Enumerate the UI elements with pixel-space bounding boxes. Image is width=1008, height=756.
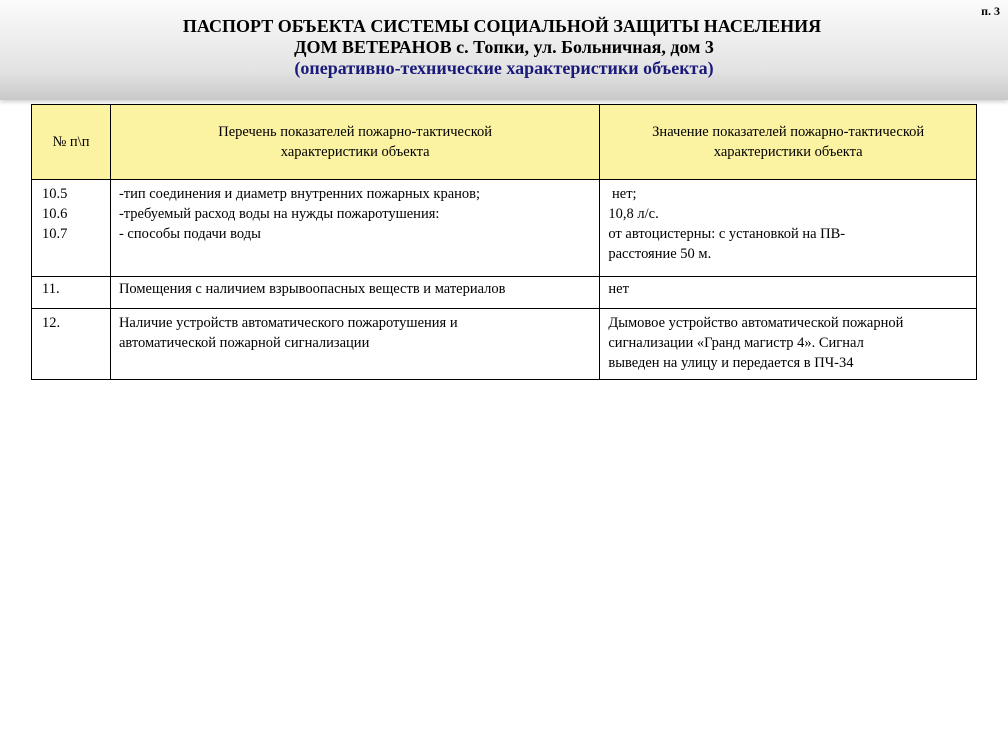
row-value-text: выведен на улицу и передается в ПЧ-34 bbox=[608, 355, 854, 371]
row-value-cell bbox=[600, 277, 977, 309]
row-list-text: -тип соединения и диаметр внутренних пожарных кранов; bbox=[118, 186, 481, 202]
row-number-cell bbox=[32, 309, 111, 380]
table-row bbox=[32, 180, 977, 277]
row-list-text: -требуемый расход воды на нужды пожаротушения: bbox=[118, 206, 440, 222]
table-row bbox=[32, 309, 977, 380]
row-number: 10.6 bbox=[42, 206, 68, 222]
row-number: 10.5 bbox=[42, 186, 68, 202]
row-number-cell bbox=[32, 180, 111, 277]
row-value-cell bbox=[600, 180, 977, 277]
row-number: 10.7 bbox=[42, 226, 68, 242]
row-list-cell bbox=[110, 180, 599, 277]
page-number: п. 3 bbox=[981, 4, 1000, 18]
row-number: 11. bbox=[42, 281, 60, 297]
header-value-line: характеристики объекта bbox=[713, 144, 863, 160]
passport-table bbox=[31, 104, 977, 380]
row-value-text: расстояние 50 м. bbox=[608, 246, 712, 262]
header-value bbox=[600, 105, 977, 180]
header-list-line: Перечень показателей пожарно-тактической bbox=[218, 124, 493, 140]
row-value-text: от автоцистерны: с установкой на ПВ- bbox=[608, 226, 846, 242]
title-line-2: ДОМ ВЕТЕРАНОВ с. Топки, ул. Больничная, дом 3 bbox=[294, 37, 714, 57]
row-value-text: 10,8 л/с. bbox=[608, 206, 659, 222]
document-title bbox=[0, 16, 1008, 79]
header-value-line: Значение показателей пожарно-тактической bbox=[652, 124, 925, 140]
title-line-1: ПАСПОРТ ОБЪЕКТА СИСТЕМЫ СОЦИАЛЬНОЙ ЗАЩИТЫ НАСЕЛЕНИЯ bbox=[182, 16, 822, 36]
row-list-text: Помещения с наличием взрывоопасных веществ и материалов bbox=[118, 281, 506, 297]
table-header-row bbox=[32, 105, 977, 180]
row-number: 12. bbox=[42, 315, 61, 331]
row-list-text: Наличие устройств автоматического пожаротушения и bbox=[118, 315, 458, 331]
row-value-text: нет; bbox=[608, 186, 637, 202]
row-list-cell bbox=[110, 277, 599, 309]
row-list-cell bbox=[110, 309, 599, 380]
table-row bbox=[32, 277, 977, 309]
row-value-cell bbox=[600, 309, 977, 380]
header-list bbox=[110, 105, 599, 180]
row-list-text: - способы подачи воды bbox=[118, 226, 261, 242]
row-value-text: нет bbox=[608, 281, 629, 297]
row-value-text: сигнализации «Гранд магистр 4». Сигнал bbox=[608, 335, 864, 351]
row-value-text: Дымовое устройство автоматической пожарной bbox=[608, 315, 904, 331]
row-list-text: автоматической пожарной сигнализации bbox=[118, 335, 370, 351]
header-list-line: характеристики объекта bbox=[280, 144, 430, 160]
header-num bbox=[32, 105, 111, 180]
header-num-label: № п\п bbox=[52, 134, 90, 150]
title-line-3: (оперативно-технические характеристики объекта) bbox=[294, 58, 714, 78]
row-number-cell bbox=[32, 277, 111, 309]
